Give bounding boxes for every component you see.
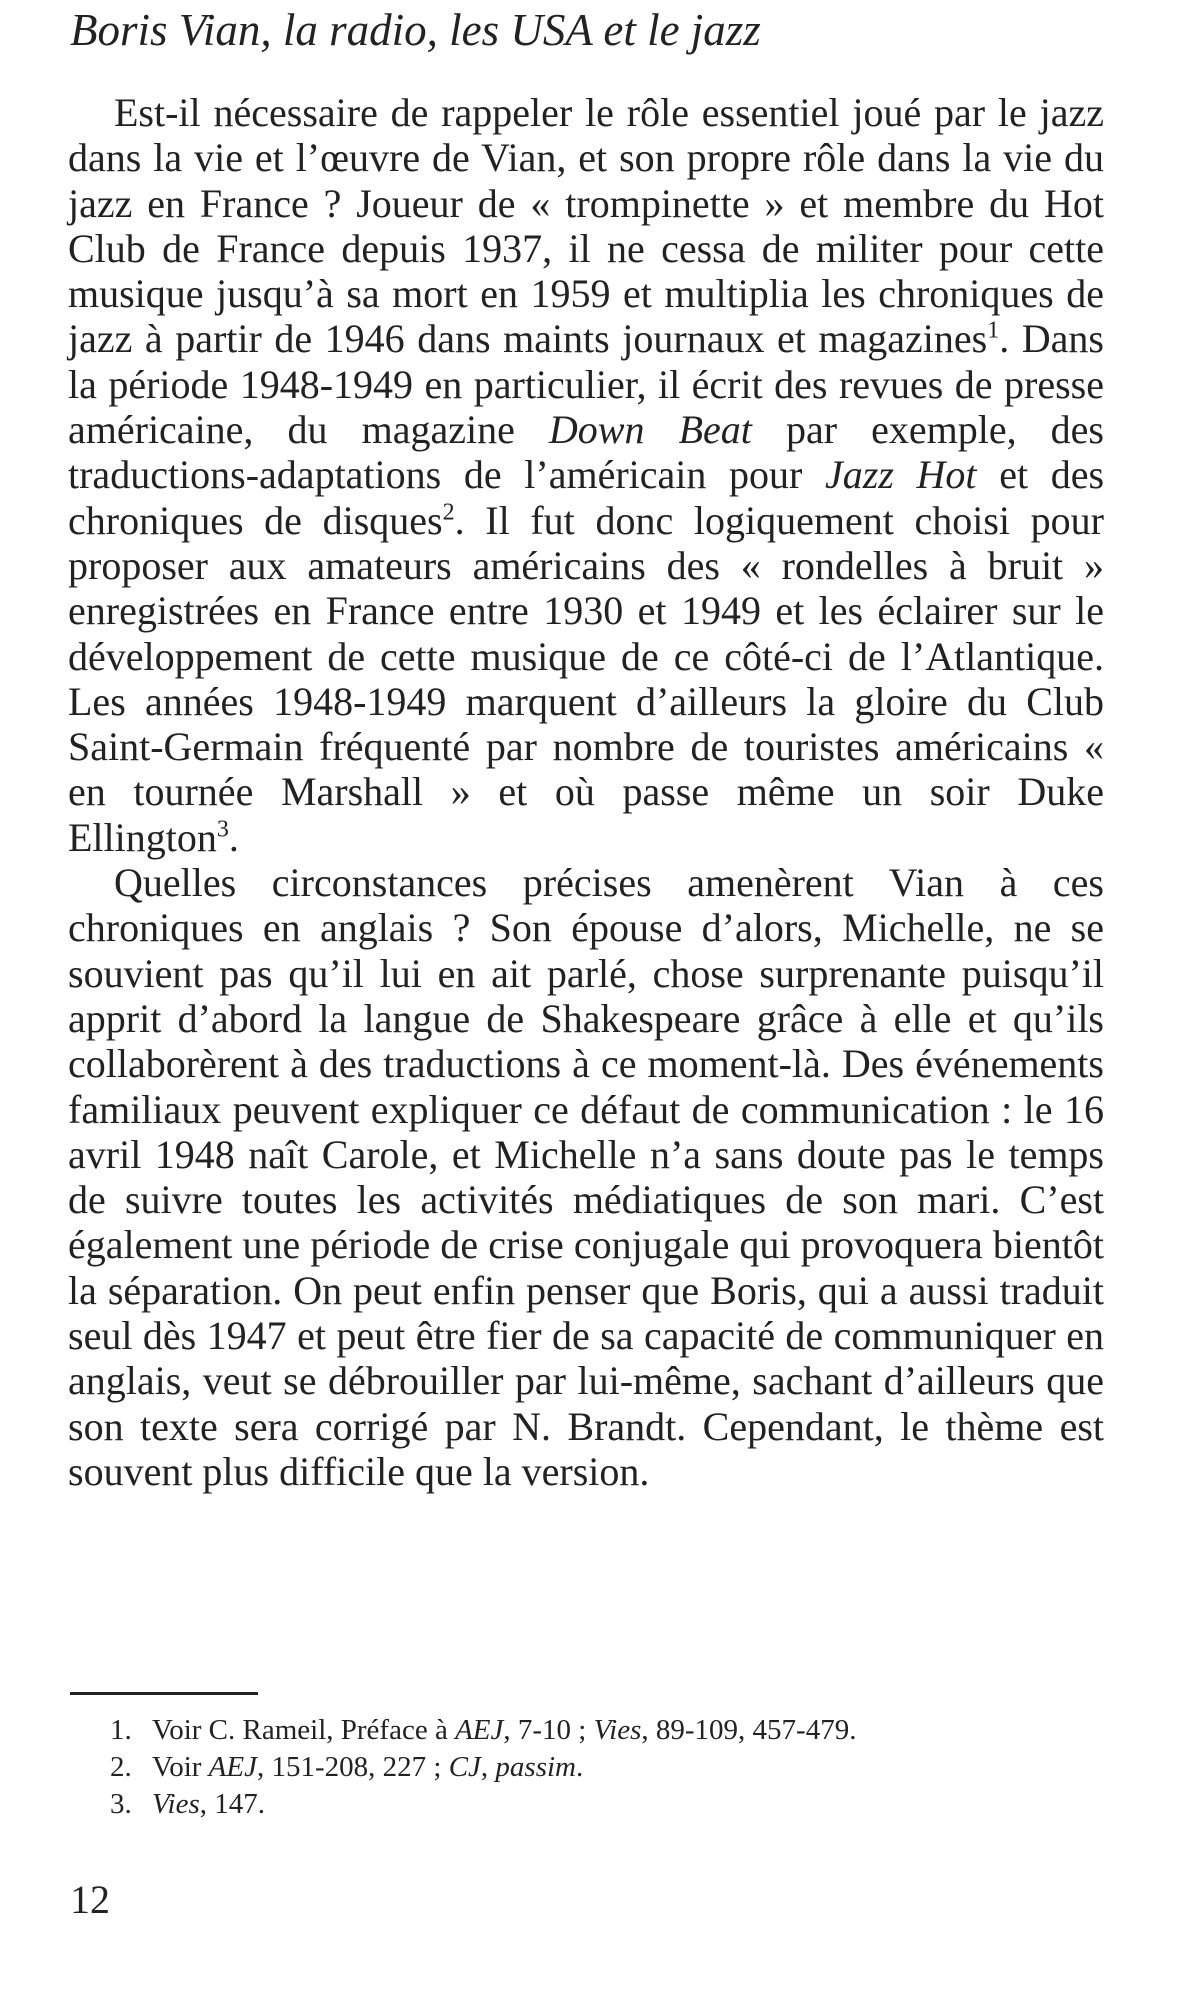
- footnote-abbrev: passim: [495, 1751, 576, 1783]
- page-number: 12: [70, 1877, 110, 1922]
- text-segment: par exemple, des traductions-adaptations de l’américain pour: [68, 407, 1104, 498]
- text-segment: .: [228, 814, 239, 860]
- footnote-text: Voir: [152, 1751, 209, 1783]
- footnote-number: 2.: [110, 1751, 132, 1783]
- footnotes: [110, 1712, 856, 1823]
- paragraph: [68, 90, 1104, 860]
- footnote-abbrev: Vies: [593, 1714, 642, 1746]
- footnote: [110, 1786, 856, 1823]
- footnote-abbrev: AEJ: [455, 1714, 504, 1746]
- footnote-ref: 3: [216, 816, 229, 843]
- footnote-text: , 151-208, 227 ;: [256, 1751, 449, 1783]
- footnote: [110, 1712, 856, 1749]
- running-head: Boris Vian, la radio, les USA et le jazz: [70, 5, 761, 55]
- footnote-number: 3.: [110, 1788, 132, 1820]
- footnote-abbrev: CJ: [448, 1751, 481, 1783]
- footnote-text: , 147.: [199, 1788, 266, 1820]
- footnote-text: ,: [480, 1751, 496, 1783]
- footnote-number: 1.: [110, 1714, 132, 1746]
- magazine-title: Jazz Hot: [825, 452, 977, 498]
- footnote-ref: 1: [987, 318, 1000, 345]
- footnote-text: .: [576, 1751, 584, 1783]
- footnote-text: , 7-10 ;: [503, 1714, 594, 1746]
- footnote: [110, 1749, 856, 1786]
- text-segment: . Il fut donc logiquement choisi pour proposer aux amateurs américains des « rondelles à bruit » enregistrées en France entre 1930 et 1949 et les éclairer sur le développement de cette musique de ce côté-ci de l’Atlantique. Les années 1948-1949 marquent d’ailleurs la gloire du Club Saint-Germain fréquenté par nombre de touristes américains « en tournée Marshall » et où passe même un soir Duke Ellington: [68, 497, 1105, 860]
- footnote-text: Voir C. Rameil, Préface à: [152, 1714, 456, 1746]
- footnote-abbrev: AEJ: [208, 1751, 257, 1783]
- text-segment: . Dans la période 1948-1949 en particulier, il écrit des revues de presse américaine, du magazine: [68, 316, 1104, 453]
- footnote-rule: [70, 1692, 258, 1695]
- footnote-ref: 2: [442, 499, 455, 526]
- footnote-text: , 89-109, 457-479.: [641, 1714, 857, 1746]
- paragraph: [68, 860, 1104, 1494]
- body-text: [68, 90, 1104, 1494]
- text-segment: et des chroniques de disques: [68, 452, 1105, 543]
- footnote-abbrev: Vies: [152, 1788, 200, 1820]
- text-segment: Quelles circonstances précises amenèrent Vian à ces chroniques en anglais ? Son épouse d’alors, Michelle, ne se souvient pas qu’il lui en ait parlé, chose surprenante puisqu’il apprit d’abord la langue de Shakespeare grâce à elle et qu’ils collaborèrent à des traductions à ce moment-là. Des événements familiaux peuvent expliquer ce défaut de communication : le 16 avril 1948 naît Carole, et Michelle n’a sans doute pas le temps de suivre toutes les activités médiatiques de son mari. C’est également une période de crise conjugale qui provoquera bientôt la séparation. On peut enfin penser que Boris, qui a aussi traduit seul dès 1947 et peut être fier de sa capacité de communiquer en anglais, veut se débrouiller par lui-même, sachant d’ailleurs que son texte sera corrigé par N. Brandt. Cependant, le thème est souvent plus difficile que la version.: [68, 860, 1104, 1494]
- magazine-title: Down Beat: [548, 407, 752, 453]
- text-segment: Est-il nécessaire de rappeler le rôle essentiel joué par le jazz dans la vie et l’œuvre de Vian, et son propre rôle dans la vie du jazz en France ? Joueur de « trompinette » et membre du Hot Club de France depuis 1937, il ne cessa de militer pour cette musique jusqu’à sa mort en 1959 et multiplia les chroniques de jazz à partir de 1946 dans maints journaux et magazines: [68, 90, 1104, 362]
